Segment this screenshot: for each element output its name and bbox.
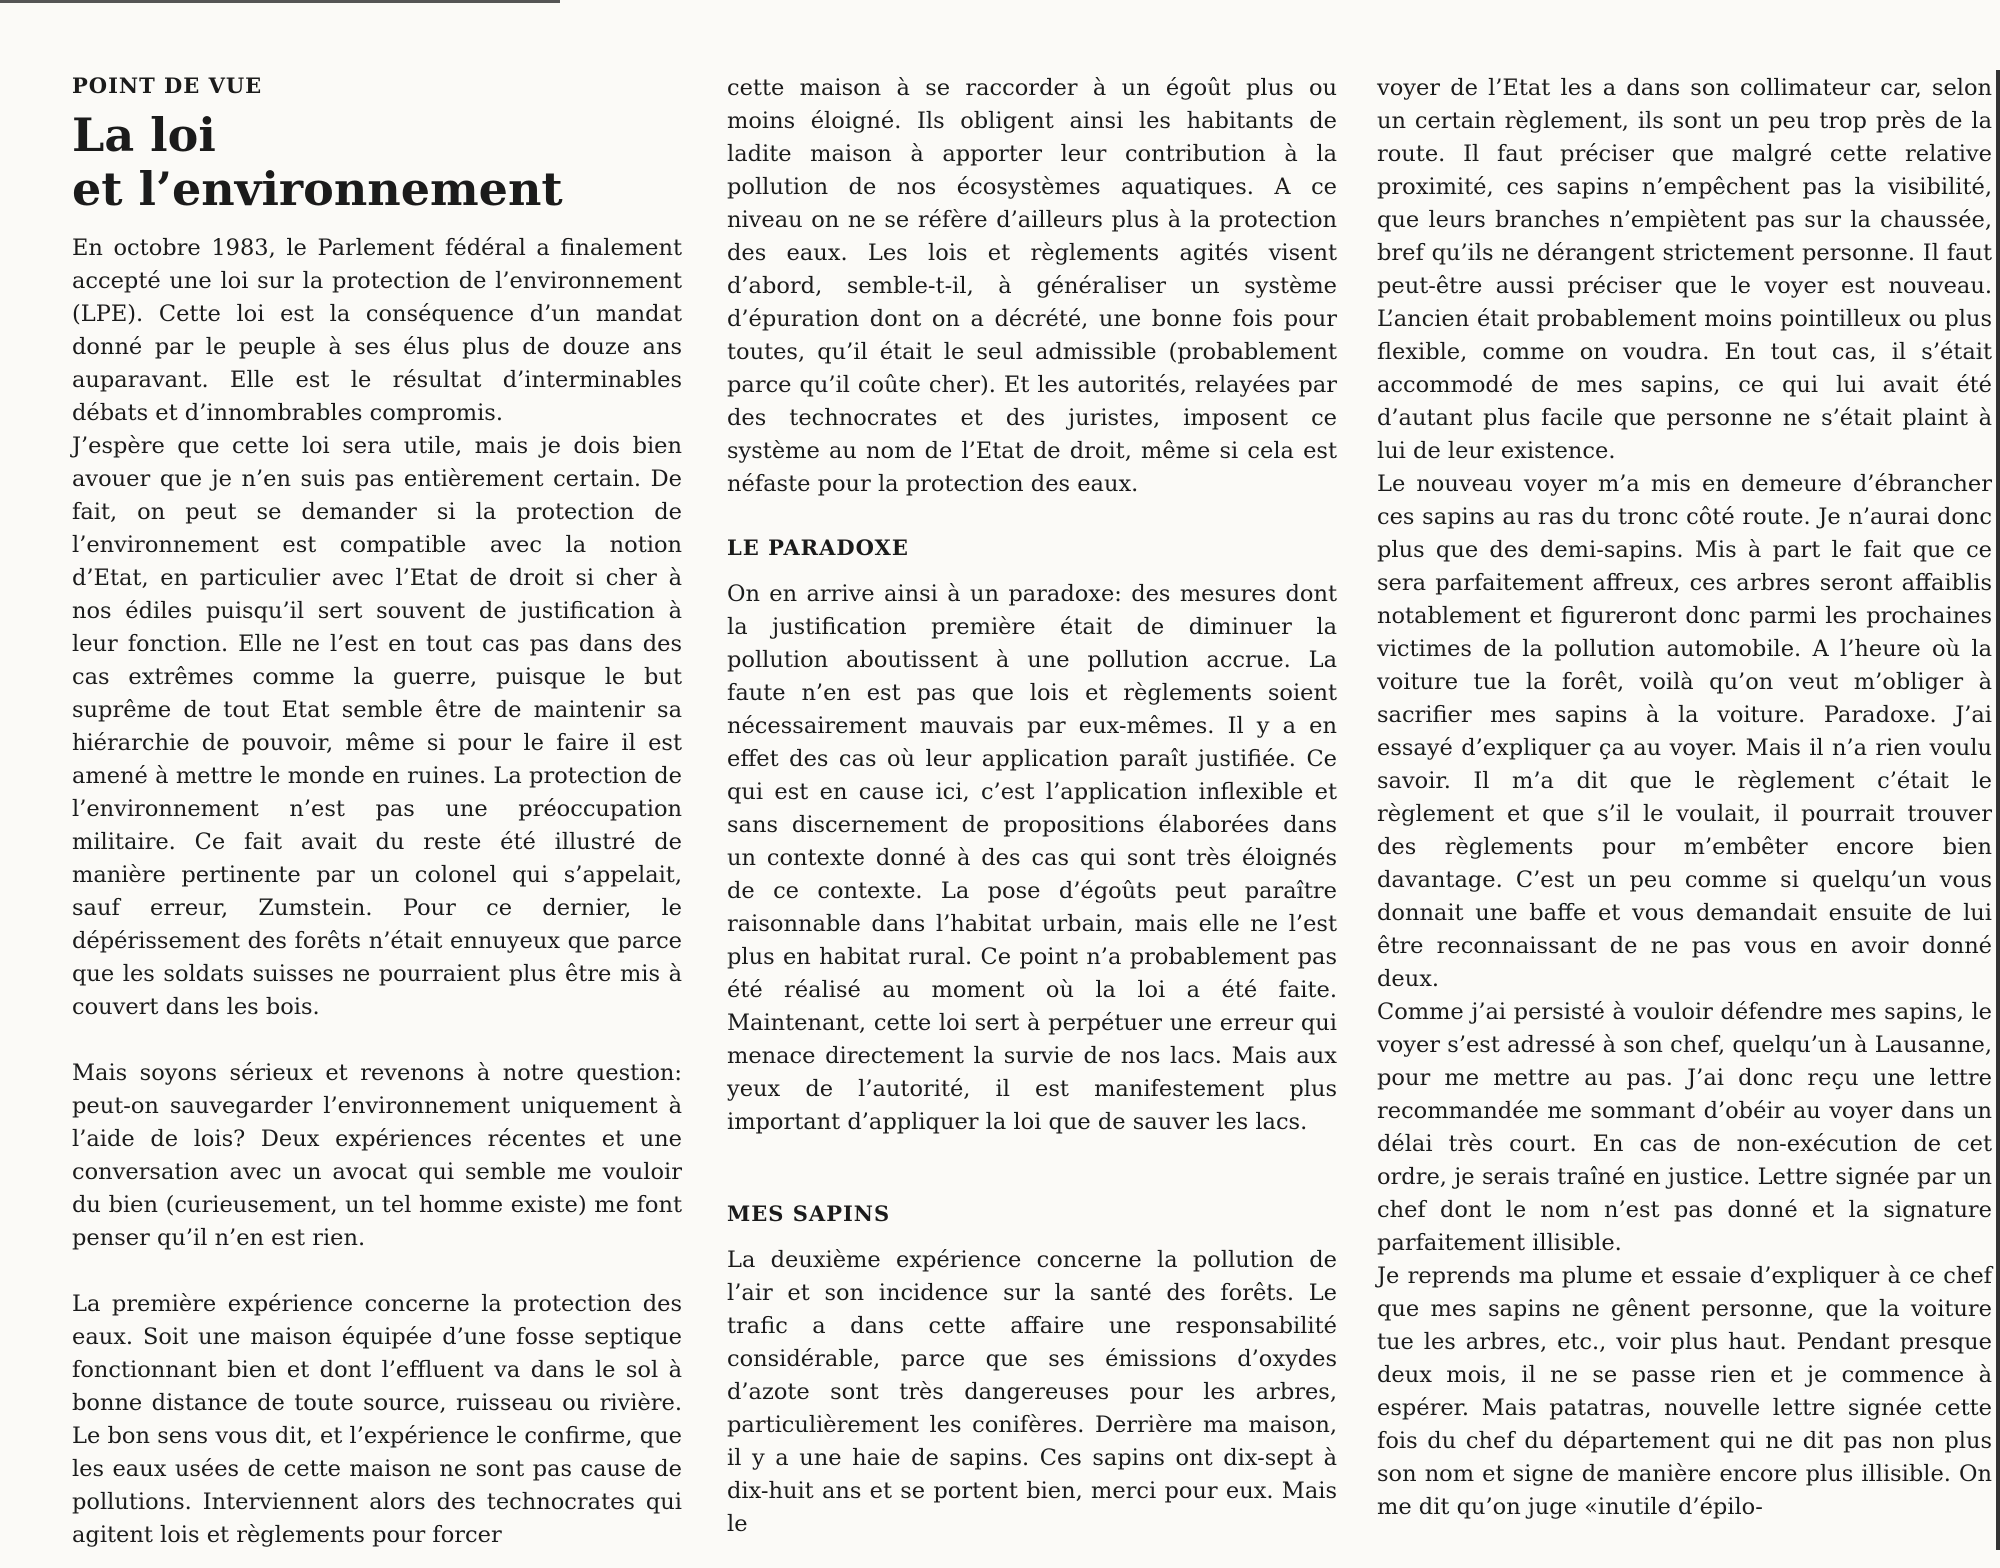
- paragraph: voyer de l’Etat les a dans son collimateur car, selon un certain règlement, ils sont un peu trop près de la route. Il faut préciser que malgré cette relative proximité, ces sapins n’empêchent pas la visibilité, que leurs branches n’empiètent pas sur la chaussée, bref qu’ils ne dérangent strictement personne. Il faut peut-être aussi préciser que le voyer est nouveau. L’ancien était probablement moins pointilleux ou plus flexible, comme on voudra. En tout cas, il s’était accommodé de mes sapins, ce qui lui avait été d’autant plus facile que personne ne s’était plaint à lui de leur existence.: [1377, 75, 1992, 464]
- column-2: [727, 72, 1337, 1541]
- subheading-mes-sapins: MES SAPINS: [727, 1201, 891, 1226]
- paragraph: La première expérience concerne la protection des eaux. Soit une maison équipée d’une fosse septique fonctionnant bien et dont l’effluent va dans le sol à bonne distance de toute source, ruisseau ou rivière. Le bon sens vous dit, et l’expérience le confirme, que les eaux usées de cette maison ne sont pas cause de pollutions. Interviennent alors des technocrates qui agitent lois et règlements pour forcer: [72, 1291, 682, 1548]
- subheading-paradoxe: LE PARADOXE: [727, 535, 909, 560]
- paragraph: cette maison à se raccorder à un égoût plus ou moins éloigné. Ils obligent ainsi les habitants de ladite maison à apporter leur contribution à la pollution de nos écosystèmes aquatiques. A ce niveau on ne se réfère d’ailleurs plus à la protection des eaux. Les lois et règlements agités visent d’abord, semble-t-il, à généraliser un système d’épuration dont on a décrété, une bonne fois pour toutes, qu’il était le seul admissible (probablement parce qu’il coûte cher). Et les autorités, relayées par des technocrates et des juristes, imposent ce système au nom de l’Etat de droit, même si cela est néfaste pour la protection des eaux.: [727, 75, 1337, 497]
- section-kicker: POINT DE VUE: [72, 73, 263, 98]
- title-line-2: et l’environnement: [72, 162, 563, 216]
- paragraph: J’espère que cette loi sera utile, mais je dois bien avouer que je n’en suis pas entièrement certain. De fait, on peut se demander si la protection de l’environnement est compatible avec la notion d’Etat, en particulier avec l’Etat de droit si cher à nos édiles puisqu’il sert souvent de justification à leur fonction. Elle ne l’est en tout cas pas dans des cas extrêmes comme la guerre, puisque le but suprême de tout Etat semble être de maintenir sa hiérarchie de pouvoir, même si pour le faire il est amené à mettre le monde en ruines. La protection de l’environnement n’est pas une préoccupation militaire. Ce fait avait du reste été illustré de manière pertinente par un colonel qui s’appelait, sauf erreur, Zumstein. Pour ce dernier, le dépérissement des forêts n’était ennuyeux que parce que les soldats suisses ne pourraient plus être mis à couvert dans les bois.: [72, 433, 682, 1020]
- article-title: [72, 108, 682, 216]
- top-rule: [0, 0, 560, 3]
- paragraph: Mais soyons sérieux et revenons à notre question: peut-on sauvegarder l’environnement uniquement à l’aide de lois? Deux expériences récentes et une conversation avec un avocat qui semble me vouloir du bien (curieusement, un tel homme existe) me font penser qu’il n’en est rien.: [72, 1060, 682, 1251]
- paragraph: Le nouveau voyer m’a mis en demeure d’ébrancher ces sapins au ras du tronc côté route. Je n’aurai donc plus que des demi-sapins. Mis à part le fait que ce sera parfaitement affreux, ces arbres seront affaiblis notablement et figureront donc parmi les prochaines victimes de la pollution automobile. A l’heure où la voiture tue la forêt, voilà qu’on veut m’obliger à sacrifier mes sapins à la voiture. Paradoxe. J’ai essayé d’expliquer ça au voyer. Mais il n’a rien voulu savoir. Il m’a dit que le règlement c’était le règlement et que s’il le voulait, il pourrait trouver des règlements pour m’embêter encore bien davantage. C’est un peu comme si quelqu’un vous donnait une baffe et vous demandait ensuite de lui être reconnaissant de ne pas vous en avoir donné deux.: [1377, 471, 1992, 992]
- column-1: [72, 72, 682, 1552]
- column-3: [1377, 72, 1992, 1524]
- paragraph: Comme j’ai persisté à vouloir défendre mes sapins, le voyer s’est adressé à son chef, quelqu’un à Lausanne, pour me mettre au pas. J’ai donc reçu une lettre recommandée me sommant d’obéir au voyer dans un délai très court. En cas de non-exécution de cet ordre, je serais traîné en justice. Lettre signée par un chef dont le nom n’est pas donné et la signature parfaitement illisible.: [1377, 999, 1992, 1256]
- paragraph: Je reprends ma plume et essaie d’expliquer à ce chef que mes sapins ne gênent personne, que la voiture tue les arbres, etc., voir plus haut. Pendant presque deux mois, il ne se passe rien et je commence à espérer. Mais patatras, nouvelle lettre signée cette fois du chef du département qui ne dit pas non plus son nom et signe de manière encore plus illisible. On me dit qu’on juge «inutile d’épilo-: [1377, 1263, 1992, 1520]
- paragraph: En octobre 1983, le Parlement fédéral a finalement accepté une loi sur la protection de l’environnement (LPE). Cette loi est la conséquence d’un mandat donné par le peuple à ses élus plus de douze ans auparavant. Elle est le résultat d’interminables débats et d’innombrables compromis.: [72, 235, 682, 426]
- page-edge-shadow: [1996, 70, 2000, 1550]
- title-line-1: La loi: [72, 108, 216, 162]
- paragraph: La deuxième expérience concerne la pollution de l’air et son incidence sur la santé des forêts. Le trafic a dans cette affaire une responsabilité considérable, parce que ses émissions d’oxydes d’azote sont très dangereuses pour les arbres, particulièrement les conifères. Derrière ma maison, il y a une haie de sapins. Ces sapins ont dix-sept à dix-huit ans et se portent bien, merci pour eux. Mais le: [727, 1247, 1337, 1537]
- paragraph: On en arrive ainsi à un paradoxe: des mesures dont la justification première était de diminuer la pollution aboutissent à une pollution accrue. La faute n’en est pas que lois et règlements soient nécessairement mauvais par eux-mêmes. Il y a en effet des cas où leur application paraît justifiée. Ce qui est en cause ici, c’est l’application inflexible et sans discernement de propositions élaborées dans un contexte donné à des cas qui sont très éloignés de ce contexte. La pose d’égoûts peut paraître raisonnable dans l’habitat urbain, mais elle ne l’est plus en habitat rural. Ce point n’a probablement pas été réalisé au moment où la loi a été faite. Maintenant, cette loi sert à perpétuer une erreur qui menace directement la survie de nos lacs. Mais aux yeux de l’autorité, il est manifestement plus important d’appliquer la loi que de sauver les lacs.: [727, 581, 1337, 1135]
